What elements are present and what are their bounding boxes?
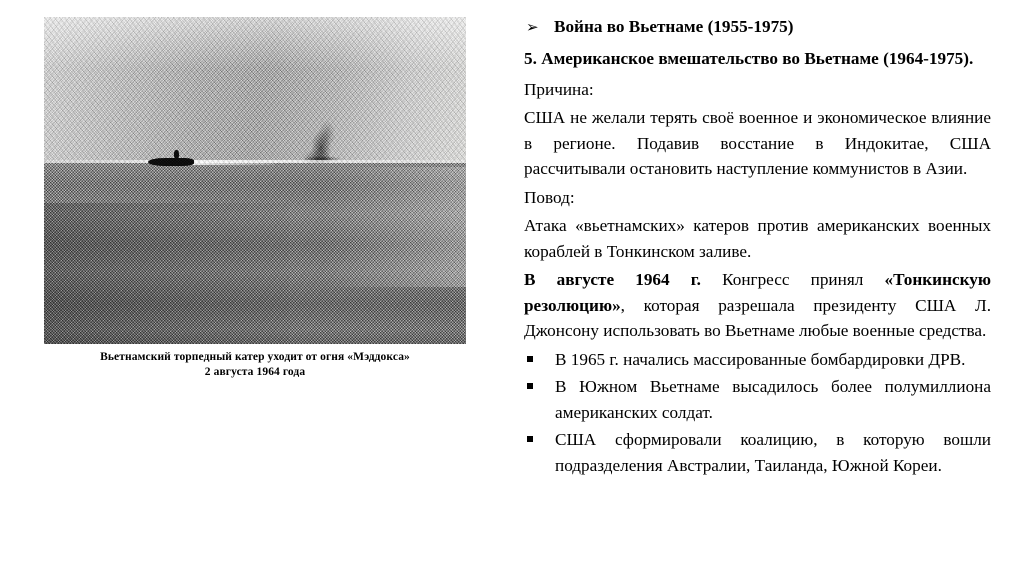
square-bullet-icon: [527, 383, 533, 389]
tonkin-date-bold: В августе 1964 г.: [524, 270, 701, 289]
section-heading: 5. Американское вмешательство во Вьетнаме (1964-1975).: [524, 49, 974, 68]
list-item: [524, 347, 991, 373]
tonkin-mid-text: Конгресс принял: [700, 270, 885, 289]
photo-caption-line-1: Вьетнамский торпедный катер уходит от огня «Мэддокса»: [100, 351, 410, 363]
tonkin-resolution-paragraph: [524, 267, 991, 344]
consequences-list: [524, 347, 991, 479]
photo-caption: [44, 350, 466, 380]
topic-heading: [524, 14, 991, 40]
pretext-paragraph: Атака «вьетнамских» катеров против американских военных кораблей в Тонкинском заливе.: [524, 216, 991, 261]
historical-photograph: [44, 17, 466, 344]
list-item-text: В 1965 г. начались массированные бомбардировки ДРВ.: [555, 349, 966, 369]
tonkin-resolution-name-bold: «Тонкинскую резолюцию»: [524, 270, 991, 315]
square-bullet-icon: [527, 436, 533, 442]
list-item-text: В Южном Вьетнаме высадилось более полумиллиона американских солдат.: [555, 377, 991, 422]
film-grain-layer-tertiary: [44, 17, 466, 344]
list-item: [524, 427, 991, 478]
list-item: [524, 374, 991, 425]
photo-block: [44, 17, 466, 380]
cause-label: Причина:: [524, 79, 594, 99]
pretext-label: Повод:: [524, 187, 575, 207]
arrow-bullet-icon: ➢: [526, 18, 539, 36]
tonkin-tail-text: , которая разрешала президенту США Л. Джонсону использовать во Вьетнаме любые военные средства.: [524, 295, 991, 340]
square-bullet-icon: [527, 356, 533, 362]
photo-caption-line-2: 2 августа 1964 года: [204, 366, 306, 378]
cause-paragraph: США не желали терять своё военное и экономическое влияние в регионе. Подавив восстание в Индокитае, США рассчитывали остановить наступление коммунистов в Азии.: [524, 108, 991, 178]
list-item-text: США сформировали коалицию, в которую вошли подразделения Австралии, Таиланда, Южной Кореи.: [555, 430, 991, 475]
topic-heading-text: Война во Вьетнаме (1955-1975): [554, 17, 794, 36]
text-column: [524, 14, 991, 480]
